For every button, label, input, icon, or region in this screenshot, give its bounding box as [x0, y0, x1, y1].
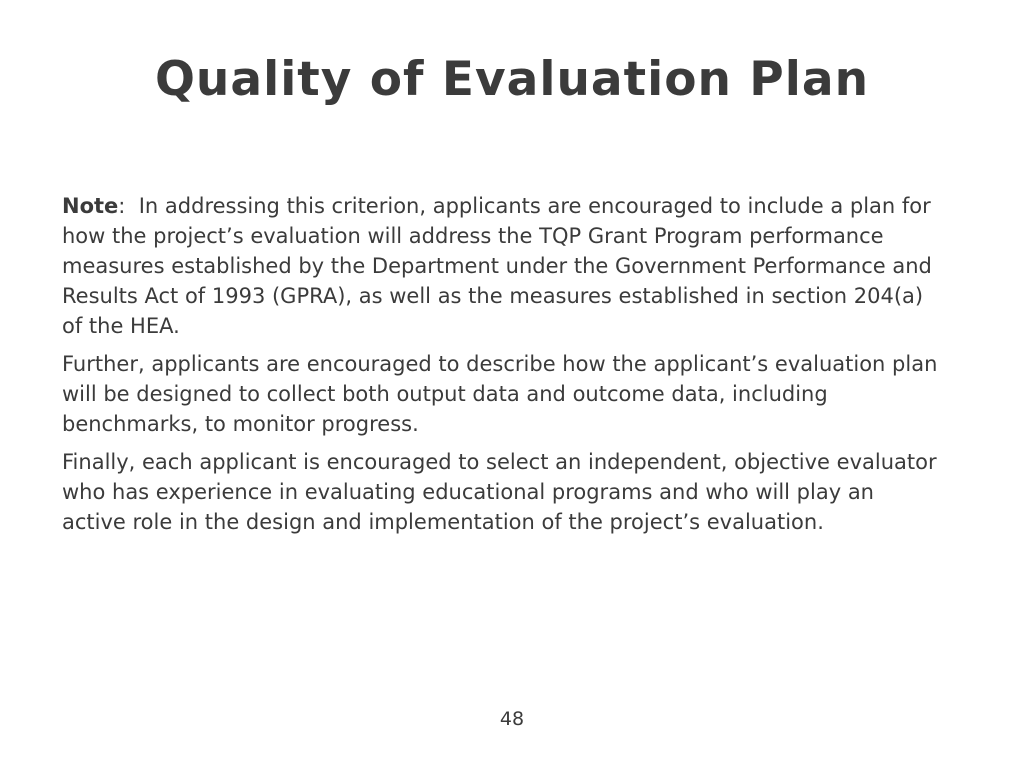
slide-body — [62, 191, 942, 545]
paragraph-3: Finally, each applicant is encouraged to select an independent, objective evaluator who has experience in evaluating educational programs and who will play an active role in the design and implementation of the project’s evaluation. — [62, 450, 937, 534]
note-label: Note — [62, 194, 119, 218]
paragraph-1-text: In addressing this criterion, applicants are encouraged to include a plan for how the project’s evaluation will address the TQP Grant Program performance measures established by the Department under the Government Performance and Results Act of 1993 (GPRA), as well as the measures established in section 204(a) of the HEA. — [62, 194, 932, 338]
paragraph-2: Further, applicants are encouraged to describe how the applicant’s evaluation plan will be designed to collect both output data and outcome data, including benchmarks, to monitor progress. — [62, 352, 938, 436]
page-number: 48 — [499, 708, 525, 730]
note-colon: : — [118, 194, 126, 218]
slide-title: Quality of Evaluation Plan — [154, 52, 870, 107]
paragraph-note — [62, 191, 942, 341]
